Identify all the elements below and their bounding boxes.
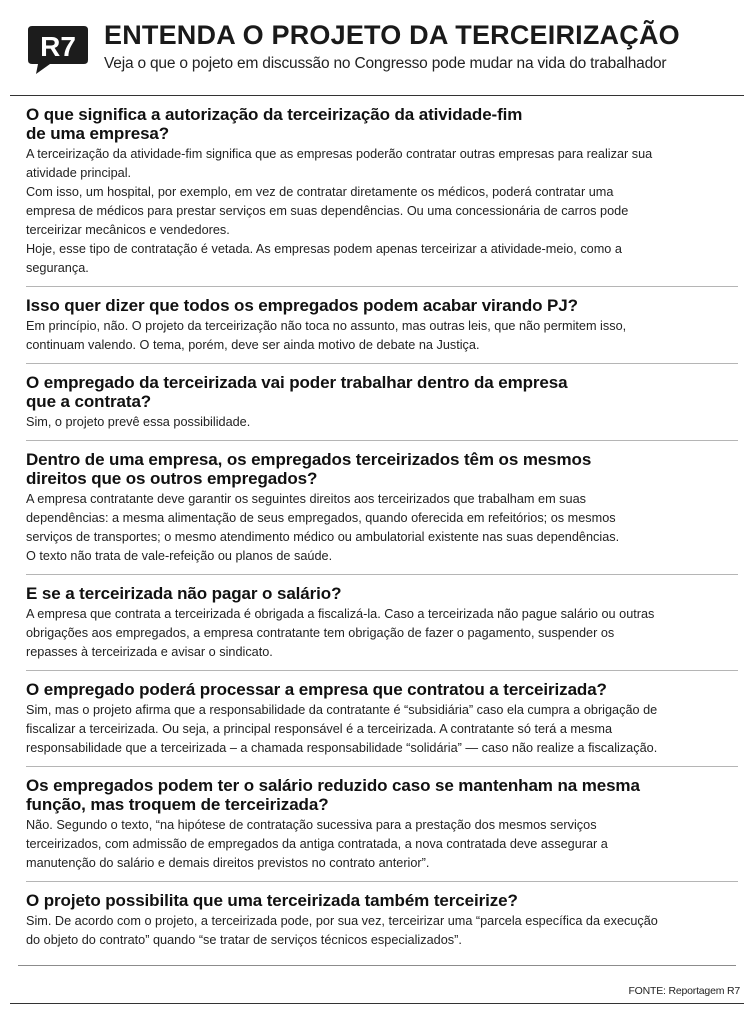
qa-item — [26, 882, 738, 958]
answer-line: A empresa que contrata a terceirizada é obrigada a fiscalizá-la. Caso a terceirizada não pague salário ou outras — [26, 607, 655, 621]
answer-line: serviços de transportes; o mesmo atendimento médico ou ambulatorial existente nas suas dependências. — [26, 530, 620, 544]
qa-item — [26, 441, 738, 575]
qa-item — [26, 364, 738, 441]
answer-line: A terceirização da atividade-fim significa que as empresas poderão contratar outras empresas para realizar sua — [26, 147, 653, 161]
question-line: Isso quer dizer que todos os empregados podem acabar virando PJ? — [26, 296, 578, 315]
question-heading — [26, 105, 738, 143]
question-heading — [26, 680, 738, 699]
answer-line: dependências: a mesma alimentação de seus empregados, quando oferecida em refeitórios; os mesmos — [26, 511, 616, 525]
question-heading — [26, 584, 738, 603]
qa-item — [26, 671, 738, 767]
question-line: que a contrata? — [26, 392, 152, 411]
answer-text — [26, 145, 738, 278]
question-line: Dentro de uma empresa, os empregados terceirizados têm os mesmos — [26, 450, 592, 469]
answer-text — [26, 816, 738, 873]
answer-text — [26, 490, 738, 566]
answer-line: Com isso, um hospital, por exemplo, em vez de contratar diretamente os médicos, poderá contratar uma — [26, 185, 614, 199]
answer-line: obrigações aos empregados, a empresa contratante tem obrigação de fazer o pagamento, suspender os — [26, 626, 615, 640]
answer-line: do objeto do contrato” quando “se tratar de serviços técnicos especializados”. — [26, 933, 462, 947]
answer-line: terceirizar mecânicos e vendedores. — [26, 223, 230, 237]
answer-line: continuam valendo. O tema, porém, deve ser ainda motivo de debate na Justiça. — [26, 338, 480, 352]
answer-line: repasses à terceirizada e avisar o sindicato. — [26, 645, 273, 659]
answer-line: manutenção do salário e demais direitos previstos no contrato anterior”. — [26, 856, 430, 870]
qa-item — [26, 575, 738, 671]
question-heading — [26, 296, 738, 315]
question-line: O que significa a autorização da terceirização da atividade-fim — [26, 105, 523, 124]
qa-item — [26, 96, 738, 287]
answer-line: Sim, o projeto prevê essa possibilidade. — [26, 415, 251, 429]
question-line: função, mas troquem de terceirizada? — [26, 795, 329, 814]
question-line: direitos que os outros empregados? — [26, 469, 318, 488]
answer-line: O texto não trata de vale-refeição ou planos de saúde. — [26, 549, 333, 563]
answer-line: terceirizados, com admissão de empregados da antiga contratada, a nova contratada deve assegurar a — [26, 837, 608, 851]
source-credit: FONTE: Reportagem R7 — [628, 985, 740, 997]
page-title: ENTENDA O PROJETO DA TERCEIRIZAÇÃO — [104, 20, 680, 50]
question-line: E se a terceirizada não pagar o salário? — [26, 584, 342, 603]
logo-text: R7 — [40, 31, 76, 62]
question-heading — [26, 450, 738, 488]
page-subtitle: Veja o que o pojeto em discussão no Congresso pode mudar na vida do trabalhador — [104, 55, 667, 72]
question-heading — [26, 776, 738, 814]
question-line: O empregado poderá processar a empresa que contratou a terceirizada? — [26, 680, 607, 699]
qa-item — [26, 287, 738, 364]
answer-line: atividade principal. — [26, 166, 132, 180]
question-line: de uma empresa? — [26, 124, 170, 143]
answer-text — [26, 605, 738, 662]
answer-text — [26, 317, 738, 355]
answer-line: Hoje, esse tipo de contratação é vetada. As empresas podem apenas terceirizar a atividade-meio, como a — [26, 242, 622, 256]
question-line: O empregado da terceirizada vai poder trabalhar dentro da empresa — [26, 373, 568, 392]
qa-list — [26, 96, 738, 958]
question-heading — [26, 373, 738, 411]
content-end-divider — [18, 965, 736, 966]
header — [0, 0, 754, 96]
answer-text — [26, 413, 738, 432]
answer-line: fiscalizar a terceirizada. Ou seja, a principal responsável é a terceirizada. A contratante só terá a mesma — [26, 722, 613, 736]
question-line: O projeto possibilita que uma terceirizada também terceirize? — [26, 891, 518, 910]
answer-text — [26, 701, 738, 758]
question-line: Os empregados podem ter o salário reduzido caso se mantenham na mesma — [26, 776, 640, 795]
bottom-divider — [10, 1003, 744, 1004]
answer-line: A empresa contratante deve garantir os seguintes direitos aos terceirizados que trabalham em suas — [26, 492, 586, 506]
r7-logo — [26, 24, 90, 76]
answer-line: segurança. — [26, 261, 89, 275]
answer-line: responsabilidade que a terceirizada – a chamada responsabilidade “solidária” — caso não realize a fiscalização. — [26, 741, 658, 755]
question-heading — [26, 891, 738, 910]
answer-line: empresa de médicos para prestar serviços em suas dependências. Ou uma concessionária de carros pode — [26, 204, 629, 218]
answer-line: Não. Segundo o texto, “na hipótese de contratação sucessiva para a prestação dos mesmos serviços — [26, 818, 597, 832]
answer-line: Sim, mas o projeto afirma que a responsabilidade da contratante é “subsidiária” caso ela cumpra a obrigação de — [26, 703, 658, 717]
answer-line: Sim. De acordo com o projeto, a terceirizada pode, por sua vez, terceirizar uma “parcela específica da execução — [26, 914, 658, 928]
answer-line: Em princípio, não. O projeto da terceirização não toca no assunto, mas outras leis, que não permitem isso, — [26, 319, 627, 333]
qa-item — [26, 767, 738, 882]
answer-text — [26, 912, 738, 950]
